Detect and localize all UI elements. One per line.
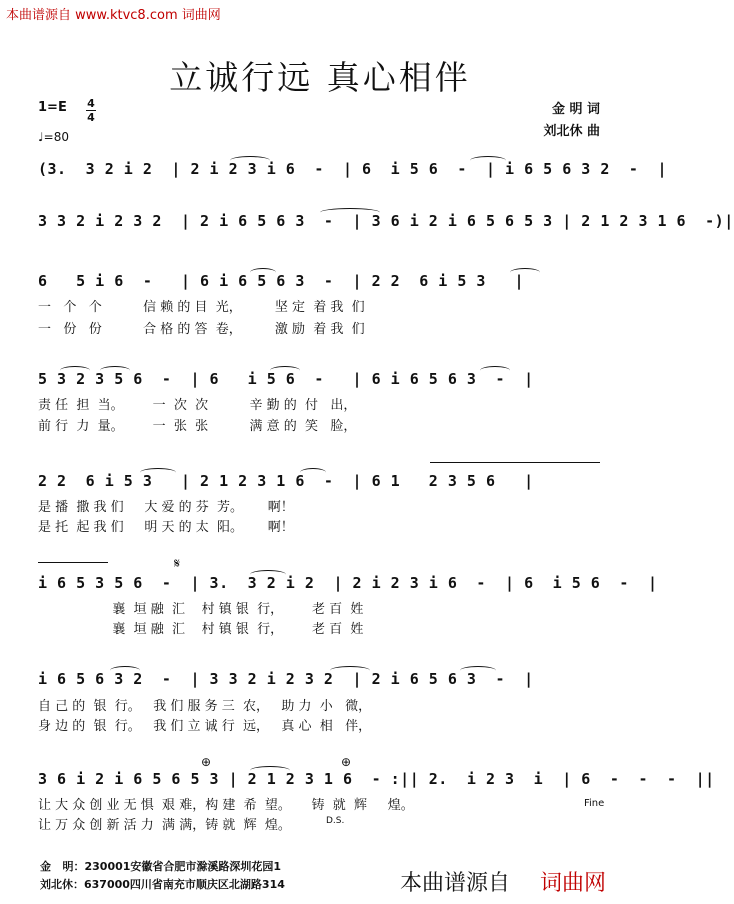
ds-mark: D.S. xyxy=(326,816,345,826)
footer-address-1: 金 明：230001安徽省合肥市滁溪路深圳花园1 xyxy=(40,860,282,873)
lyric-row-3-verse-2: 一 份 份 合 格 的 答 卷， 激 励 着 我 们 xyxy=(38,322,365,337)
lyric-row-5-verse-1: 是 播 撒 我 们 大 爱 的 芬 芳。 啊！ xyxy=(38,500,294,515)
slur xyxy=(250,570,286,579)
key-signature: 1=E xyxy=(38,100,67,115)
lyric-row-4-verse-2: 前 行 力 量。 一 张 张 满 意 的 笑 脸， xyxy=(38,419,357,434)
score-row-5: 2 2 6 i 5 3 | 2 1 2 3 1 6 - | 6 1 2 3 5 6 | xyxy=(38,472,534,490)
lyric-row-5-verse-2: 是 托 起 我 们 明 天 的 太 阳。 啊！ xyxy=(38,520,294,535)
lyric-row-8-verse-2: 让 万 众 创 新 活 力 满 满，铸 就 辉 煌。 xyxy=(38,818,291,833)
slur xyxy=(250,268,276,277)
slur xyxy=(430,462,600,471)
brand-logo-text: 词曲网 xyxy=(540,871,607,896)
slur xyxy=(140,468,176,477)
slur xyxy=(60,366,90,375)
lyric-row-6-verse-1: 襄 垣 融 汇 村 镇 银 行， 老 百 姓 xyxy=(38,602,364,617)
segno-mark: 𝄋 xyxy=(174,556,181,572)
slur xyxy=(330,666,370,675)
lyric-row-4-verse-1: 责 任 担 当。 一 次 次 辛 勤 的 付 出， xyxy=(38,398,357,413)
time-signature xyxy=(86,98,96,123)
brand-text: 本曲谱源自 xyxy=(400,871,511,896)
slur xyxy=(510,268,540,277)
coda-mark-1: ⊕ xyxy=(201,755,212,769)
lyric-row-7-verse-1: 自 己 的 银 行。 我 们 服 务 三 农， 助 力 小 微， xyxy=(38,699,372,714)
song-title: 立诚行远 真心相伴 xyxy=(169,58,471,97)
footer-address-2: 刘北休：637000四川省南充市顺庆区北湖路314 xyxy=(40,878,285,891)
score-row-8: 3 6 i 2 i 6 5 6 5 3 | 2 1 2 3 1 6 - :|| 2. i 2 3 i | 6 - - - || xyxy=(38,770,715,788)
slur xyxy=(320,208,380,217)
tempo-mark: ♩=80 xyxy=(38,130,69,144)
lyric-row-7-verse-2: 身 边 的 银 行。 我 们 立 诚 行 远， 真 心 相 伴， xyxy=(38,719,372,734)
slur xyxy=(250,766,290,775)
slur xyxy=(300,468,326,477)
score-row-4: 5 3 2 3 5 6 - | 6 i 5 6 - | 6 i 6 5 6 3 - | xyxy=(38,370,534,388)
time-sig-bottom: 4 xyxy=(87,111,95,124)
slur xyxy=(480,366,510,375)
score-row-2: 3 3 2 i 2 3 2 | 2 i 6 5 6 3 - | 3 6 i 2 i 6 5 6 5 3 | 2 1 2 3 1 6 -)| xyxy=(38,212,734,230)
lyric-row-3-verse-1: 一 个 个 信 赖 的 目 光， 坚 定 着 我 们 xyxy=(38,300,365,315)
coda-mark-2: ⊕ xyxy=(341,755,352,769)
watermark-top: 本曲谱源自 www.ktvc8.com 词曲网 xyxy=(6,8,221,23)
slur xyxy=(230,156,270,165)
composer-credit: 刘北休 曲 xyxy=(543,124,600,139)
score-row-6: i 6 5 3 5 6 - | 3. 3 2 i 2 | 2 i 2 3 i 6 - | 6 i 5 6 - | xyxy=(38,574,658,592)
score-row-7: i 6 5 6 3 2 - | 3 3 2 i 2 3 2 | 2 i 6 5 6 3 - | xyxy=(38,670,534,688)
time-sig-top: 4 xyxy=(87,97,95,110)
slur xyxy=(110,666,140,675)
slur xyxy=(38,562,108,571)
lyric-row-8-verse-1: 让 大 众 创 业 无 惧 艰 难，构 建 希 望。 铸 就 辉 煌。 xyxy=(38,798,414,813)
fine-mark: Fine xyxy=(584,798,605,809)
lyricist-credit: 金 明 词 xyxy=(551,102,600,117)
score-row-3: 6 5 i 6 - | 6 i 6 5 6 3 - | 2 2 6 i 5 3 | xyxy=(38,272,525,290)
score-row-1: (3. 3 2 i 2 | 2 i 2 3 i 6 - | 6 i 5 6 - | i 6 5 6 3 2 - | xyxy=(38,160,668,178)
slur xyxy=(470,156,506,165)
slur xyxy=(270,366,300,375)
slur xyxy=(100,366,130,375)
slur xyxy=(460,666,496,675)
lyric-row-6-verse-2: 襄 垣 融 汇 村 镇 银 行， 老 百 姓 xyxy=(38,622,364,637)
